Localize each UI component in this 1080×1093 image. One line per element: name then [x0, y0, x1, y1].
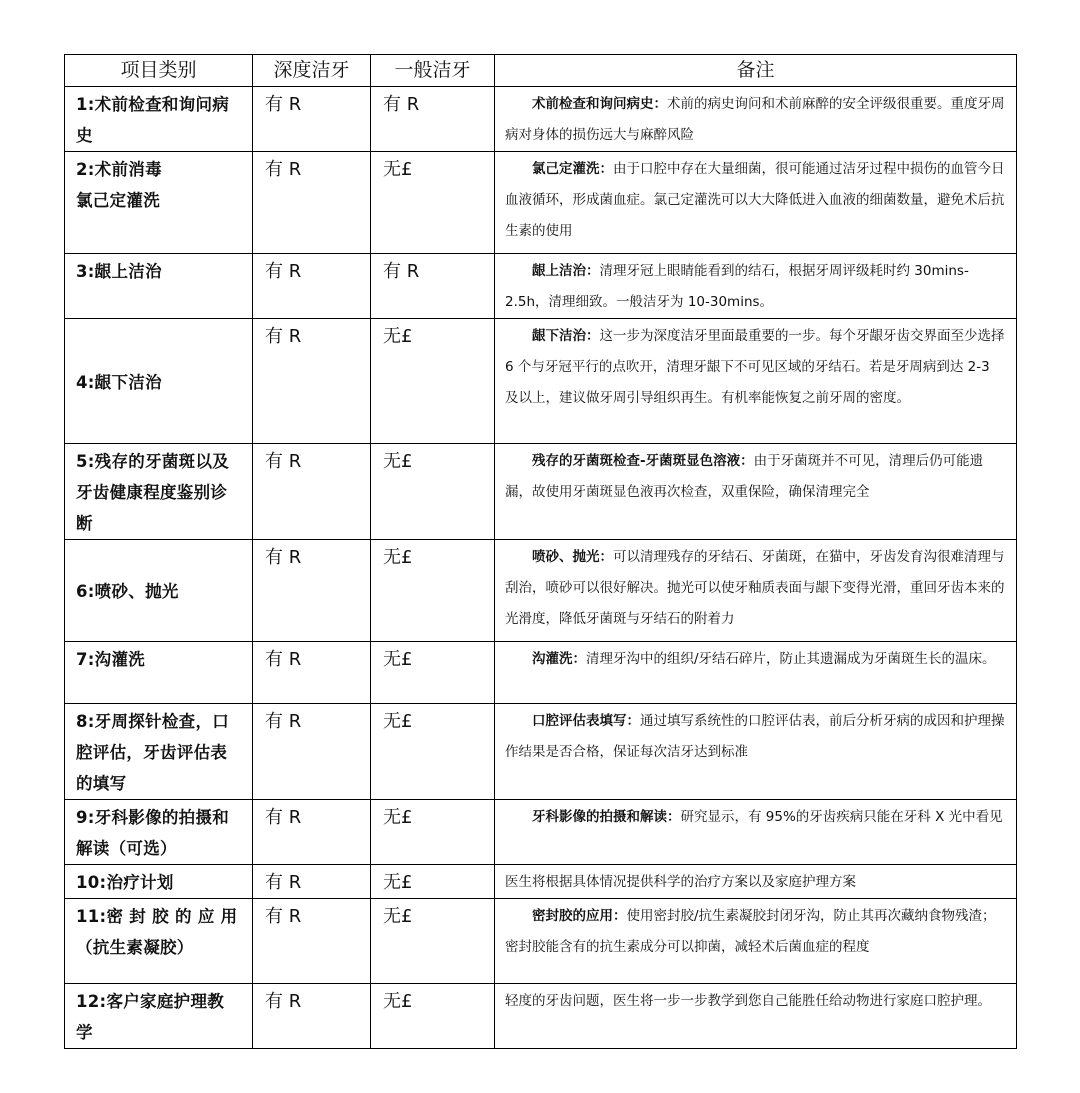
row-deep-cleaning: 有 R [253, 444, 371, 540]
table-row [65, 642, 1017, 704]
row-deep-cleaning: 有 R [253, 800, 371, 865]
row-general-cleaning: 无£ [371, 984, 495, 1049]
table-row [65, 540, 1017, 642]
row-category [65, 87, 253, 152]
category-line: 的填写 [76, 774, 127, 793]
category-line: 断 [76, 514, 93, 533]
table-row [65, 319, 1017, 444]
row-deep-cleaning: 有 R [253, 865, 371, 899]
row-category [65, 800, 253, 865]
row-remarks [495, 152, 1017, 254]
category-line: 10:治疗计划 [76, 873, 174, 892]
row-remarks [495, 444, 1017, 540]
table-row [65, 444, 1017, 540]
row-deep-cleaning: 有 R [253, 899, 371, 984]
row-category [65, 152, 253, 254]
row-category [65, 319, 253, 444]
remark-text: 轻度的牙齿问题，医生将一步一步教学到您自己能胜任给动物进行家庭口腔护理。 [505, 993, 991, 1009]
row-remarks [495, 87, 1017, 152]
row-general-cleaning: 无£ [371, 899, 495, 984]
remark-text: 清理牙冠上眼睛能看到的结石，根据牙周评级耗时约 30mins-2.5h，清理细致。一般洁牙为 10-30mins。 [505, 263, 969, 310]
category-line: 史 [76, 126, 93, 145]
row-general-cleaning: 无£ [371, 642, 495, 704]
category-line: 学 [76, 1023, 93, 1042]
remark-title: 密封胶的应用： [532, 908, 627, 924]
category-line: 12:客户家庭护理教 [76, 992, 225, 1011]
remark-title: 龈下洁治： [532, 328, 600, 344]
row-deep-cleaning: 有 R [253, 152, 371, 254]
table-row [65, 984, 1017, 1049]
category-line: 11:密 封 胶 的 应 用 [76, 907, 238, 926]
remark-title: 残存的牙菌斑检查-牙菌斑显色溶液： [532, 453, 754, 469]
table-row [65, 152, 1017, 254]
category-line: 牙齿健康程度鉴别诊 [76, 483, 228, 502]
row-general-cleaning: 无£ [371, 444, 495, 540]
category-line: 氯己定灌洗 [76, 191, 160, 210]
category-line: 3:龈上洁治 [76, 262, 162, 281]
remark-title: 沟灌洗： [532, 651, 586, 667]
row-deep-cleaning: 有 R [253, 540, 371, 642]
category-line: （抗生素凝胶） [76, 938, 194, 957]
row-category [65, 704, 253, 800]
remark-text: 由于口腔中存在大量细菌，很可能通过洁牙过程中损伤的血管今日血液循环，形成菌血症。氯己定灌洗可以大大降低进入血液的细菌数量，避免术后抗生素的使用 [505, 161, 1005, 239]
remark-text: 通过填写系统性的口腔评估表，前后分析牙病的成因和护理操作结果是否合格，保证每次洁牙达到标准 [505, 713, 1005, 760]
category-line: 1:术前检查和询问病 [76, 95, 230, 114]
table-row [65, 87, 1017, 152]
header-row [65, 55, 1017, 87]
category-line: 7:沟灌洗 [76, 650, 146, 669]
row-remarks [495, 540, 1017, 642]
service-comparison-table [64, 54, 1017, 1049]
row-category [65, 984, 253, 1049]
remark-text: 医生将根据具体情况提供科学的治疗方案以及家庭护理方案 [505, 874, 856, 890]
remark-title: 牙科影像的拍摄和解读： [532, 809, 681, 825]
row-general-cleaning: 无£ [371, 800, 495, 865]
table-row [65, 865, 1017, 899]
category-line: 6:喷砂、抛光 [76, 582, 179, 601]
category-line: 腔评估，牙齿评估表 [76, 743, 228, 762]
row-general-cleaning: 无£ [371, 152, 495, 254]
row-deep-cleaning: 有 R [253, 642, 371, 704]
remark-text: 可以清理残存的牙结石、牙菌斑，在猫中，牙齿发育沟很难清理与刮治，喷砂可以很好解决。抛光可以使牙釉质表面与龈下变得光滑，重回牙齿本来的光滑度，降低牙菌斑与牙结石的附着力 [505, 549, 1005, 627]
row-general-cleaning: 有 R [371, 87, 495, 152]
remark-text: 使用密封胶/抗生素凝胶封闭牙沟，防止其再次藏纳食物残渣；密封胶能含有的抗生素成分可以抑菌，减轻术后菌血症的程度 [505, 908, 996, 955]
row-category [65, 254, 253, 319]
row-category [65, 865, 253, 899]
remark-title: 氯己定灌洗： [532, 161, 613, 177]
remark-text: 这一步为深度洁牙里面最重要的一步。每个牙龈牙齿交界面至少选择 6 个与牙冠平行的点吹开，清理牙龈下不可见区域的牙结石。若是牙周病到达 2-3 及以上，建议做牙周引导组织再生。有机率能恢复之前牙周的密度。 [505, 328, 1005, 406]
remark-text: 清理牙沟中的组织/牙结石碎片，防止其遗漏成为牙菌斑生长的温床。 [586, 651, 996, 667]
table-row [65, 704, 1017, 800]
table-row [65, 899, 1017, 984]
category-line: 5:残存的牙菌斑以及 [76, 452, 230, 471]
row-deep-cleaning: 有 R [253, 254, 371, 319]
remark-text: 由于牙菌斑并不可见，清理后仍可能遗漏，故使用牙菌斑显色液再次检查，双重保险，确保清理完全 [505, 453, 984, 500]
category-line: 8:牙周探针检查，口 [76, 712, 230, 731]
row-remarks [495, 254, 1017, 319]
row-remarks [495, 984, 1017, 1049]
row-deep-cleaning: 有 R [253, 319, 371, 444]
row-general-cleaning: 无£ [371, 319, 495, 444]
category-line: 解读（可选） [76, 839, 177, 858]
remark-title: 术前检查和询问病史： [532, 96, 667, 112]
row-remarks [495, 865, 1017, 899]
header-general-cleaning: 一般洁牙 [371, 55, 495, 87]
category-line: 9:牙科影像的拍摄和 [76, 808, 230, 827]
row-remarks [495, 800, 1017, 865]
row-category [65, 444, 253, 540]
row-remarks [495, 642, 1017, 704]
remark-title: 喷砂、抛光： [532, 549, 613, 565]
row-remarks [495, 319, 1017, 444]
row-category [65, 540, 253, 642]
remark-title: 龈上洁治： [532, 263, 600, 279]
row-general-cleaning: 无£ [371, 540, 495, 642]
row-general-cleaning: 有 R [371, 254, 495, 319]
remark-title: 口腔评估表填写： [532, 713, 640, 729]
row-remarks [495, 704, 1017, 800]
row-deep-cleaning: 有 R [253, 87, 371, 152]
row-deep-cleaning: 有 R [253, 704, 371, 800]
row-category [65, 899, 253, 984]
category-line: 4:龈下洁治 [76, 372, 162, 392]
row-general-cleaning: 无£ [371, 865, 495, 899]
row-deep-cleaning: 有 R [253, 984, 371, 1049]
header-deep-cleaning: 深度洁牙 [253, 55, 371, 87]
remark-text: 研究显示，有 95%的牙齿疾病只能在牙科 X 光中看见 [680, 809, 1003, 825]
row-category [65, 642, 253, 704]
table-row [65, 800, 1017, 865]
header-remarks: 备注 [495, 55, 1017, 87]
category-line: 2:术前消毒 [76, 160, 162, 179]
row-remarks [495, 899, 1017, 984]
header-category: 项目类别 [65, 55, 253, 87]
remark-text: 术前的病史询问和术前麻醉的安全评级很重要。重度牙周病对身体的损伤远大与麻醉风险 [505, 96, 1005, 143]
row-general-cleaning: 无£ [371, 704, 495, 800]
table-row [65, 254, 1017, 319]
